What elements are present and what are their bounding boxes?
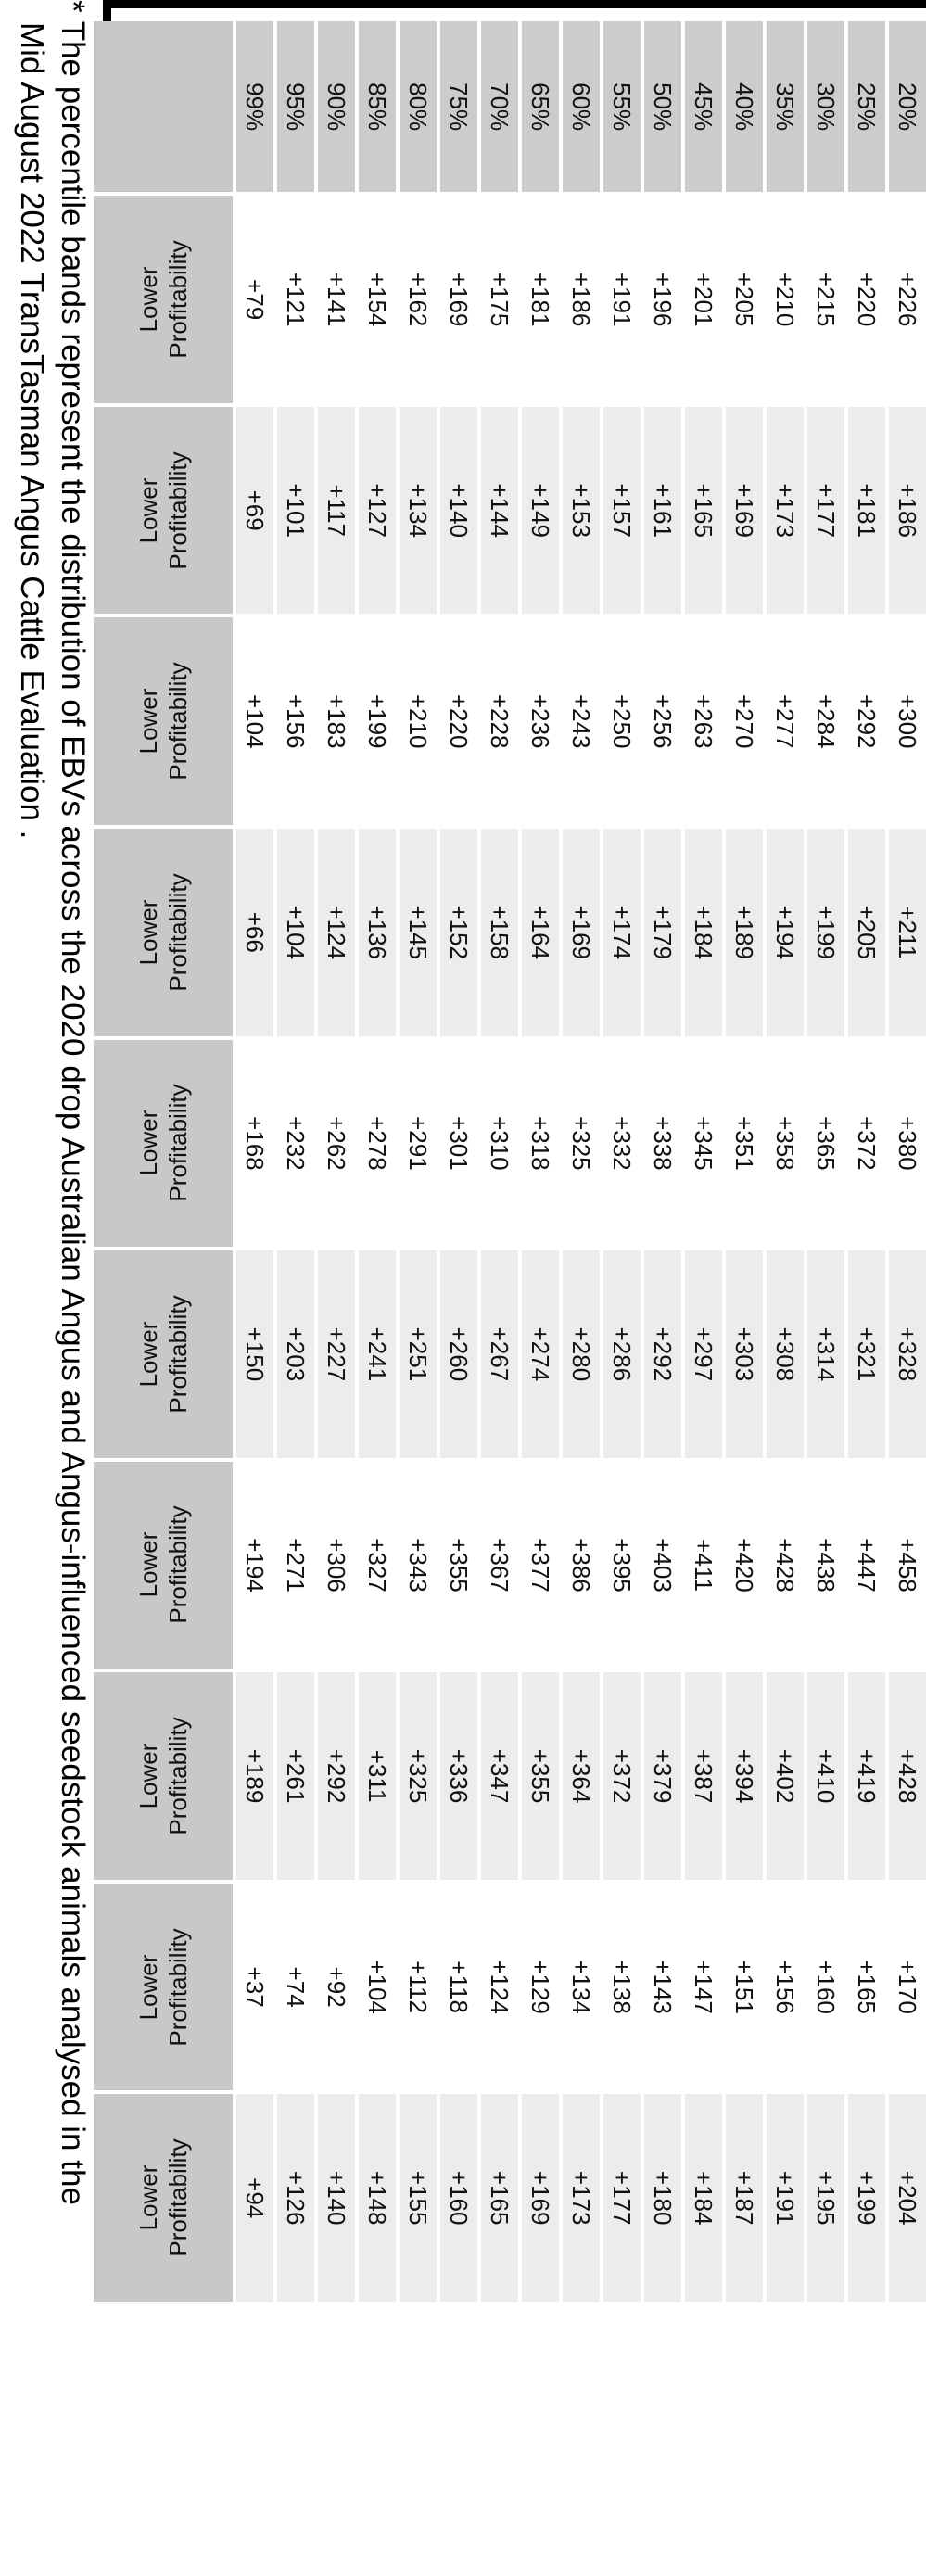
table-row <box>314 21 355 2305</box>
ebv-value-cell: +141 <box>314 196 355 407</box>
ebv-value-cell: +158 <box>477 829 518 1040</box>
ebv-value-cell: +241 <box>355 1250 396 1462</box>
ebv-value-cell: +261 <box>273 1672 314 1884</box>
ebv-value-cell: +271 <box>273 1462 314 1673</box>
ebv-value-cell: +420 <box>722 1462 763 1673</box>
ebv-value-cell: +210 <box>396 617 437 829</box>
table-row <box>763 21 804 2305</box>
ebv-value-cell: +447 <box>844 1462 885 1673</box>
percentile-band-cell: 50% <box>641 21 681 196</box>
ebv-value-cell: +179 <box>641 829 681 1040</box>
ebv-value-cell: +196 <box>641 196 681 407</box>
ebv-value-cell: +215 <box>804 196 844 407</box>
ebv-value-cell: +157 <box>600 407 641 618</box>
ebv-value-cell: +306 <box>314 1462 355 1673</box>
ebv-value-cell: +438 <box>804 1462 844 1673</box>
ebv-value-cell: +194 <box>763 829 804 1040</box>
ebv-value-cell: +181 <box>844 407 885 618</box>
ebv-value-cell: +121 <box>273 196 314 407</box>
ebv-value-cell: +380 <box>885 1040 926 1251</box>
ebv-value-cell: +165 <box>681 407 722 618</box>
ebv-value-cell: +314 <box>804 1250 844 1462</box>
ebv-value-cell: +428 <box>885 1672 926 1884</box>
ebv-value-cell: +138 <box>600 1884 641 2095</box>
ebv-value-cell: +186 <box>559 196 600 407</box>
percentile-band-cell: 55% <box>600 21 641 196</box>
ebv-value-cell: +367 <box>477 1462 518 1673</box>
ebv-value-cell: +169 <box>559 829 600 1040</box>
lower-profitability-label <box>90 1884 233 2095</box>
ebv-value-cell: +175 <box>477 196 518 407</box>
ebv-value-cell: +140 <box>437 407 477 618</box>
ebv-value-cell: +101 <box>273 407 314 618</box>
ebv-value-cell: +251 <box>396 1250 437 1462</box>
lower-profitability-text: Lower Profitability <box>134 1928 192 2047</box>
ebv-value-cell: +79 <box>233 196 273 407</box>
ebv-value-cell: +140 <box>314 2094 355 2305</box>
ebv-value-cell: +162 <box>396 196 437 407</box>
percentile-table <box>90 21 926 2305</box>
ebv-value-cell: +300 <box>885 617 926 829</box>
ebv-value-cell: +260 <box>437 1250 477 1462</box>
ebv-value-cell: +343 <box>396 1462 437 1673</box>
ebv-value-cell: +410 <box>804 1672 844 1884</box>
lower-profitability-label <box>90 1040 233 1251</box>
ebv-value-cell: +211 <box>885 829 926 1040</box>
ebv-value-cell: +355 <box>518 1672 559 1884</box>
table-row <box>355 21 396 2305</box>
ebv-value-cell: +124 <box>314 829 355 1040</box>
footnote-line-1: * The percentile bands represent the distribution of EBVs across the 2020 drop Australian Angus and Angus-influenced seedstock animals analysed in the <box>55 0 91 2205</box>
lower-profitability-text: Lower Profitability <box>134 1717 192 1835</box>
ebv-value-cell: +327 <box>355 1462 396 1673</box>
ebv-value-cell: +160 <box>804 1884 844 2095</box>
ebv-value-cell: +191 <box>763 2094 804 2305</box>
ebv-value-cell: +292 <box>844 617 885 829</box>
ebv-value-cell: +148 <box>355 2094 396 2305</box>
table-row <box>844 21 885 2305</box>
lower-profitability-text: Lower Profitability <box>134 873 192 992</box>
ebv-value-cell: +236 <box>518 617 559 829</box>
percentile-band-cell: 95% <box>273 21 314 196</box>
ebv-value-cell: +165 <box>477 2094 518 2305</box>
ebv-value-cell: +118 <box>437 1884 477 2095</box>
ebv-value-cell: +191 <box>600 196 641 407</box>
ebv-value-cell: +187 <box>722 2094 763 2305</box>
ebv-value-cell: +173 <box>559 2094 600 2305</box>
ebv-value-cell: +301 <box>437 1040 477 1251</box>
lower-profitability-text: Lower Profitability <box>134 451 192 570</box>
ebv-value-cell: +174 <box>600 829 641 1040</box>
ebv-value-cell: +177 <box>600 2094 641 2305</box>
percentile-band-cell: 70% <box>477 21 518 196</box>
ebv-value-cell: +328 <box>885 1250 926 1462</box>
footer-row <box>90 21 233 2305</box>
ebv-value-cell: +104 <box>233 617 273 829</box>
lower-profitability-label <box>90 617 233 829</box>
ebv-value-cell: +263 <box>681 617 722 829</box>
ebv-value-cell: +278 <box>355 1040 396 1251</box>
ebv-value-cell: +291 <box>396 1040 437 1251</box>
ebv-value-cell: +117 <box>314 407 355 618</box>
ebv-value-cell: +181 <box>518 196 559 407</box>
ebv-value-cell: +402 <box>763 1672 804 1884</box>
ebv-value-cell: +365 <box>804 1040 844 1251</box>
ebv-value-cell: +394 <box>722 1672 763 1884</box>
ebv-value-cell: +325 <box>396 1672 437 1884</box>
ebv-value-cell: +228 <box>477 617 518 829</box>
ebv-value-cell: +143 <box>641 1884 681 2095</box>
ebv-value-cell: +284 <box>804 617 844 829</box>
ebv-value-cell: +184 <box>681 2094 722 2305</box>
table-frame <box>103 0 926 2303</box>
ebv-value-cell: +74 <box>273 1884 314 2095</box>
ebv-value-cell: +386 <box>559 1462 600 1673</box>
percentile-band-cell: 40% <box>722 21 763 196</box>
ebv-value-cell: +458 <box>885 1462 926 1673</box>
lower-profitability-text: Lower Profitability <box>134 1505 192 1625</box>
table-row <box>518 21 559 2305</box>
ebv-value-cell: +152 <box>437 829 477 1040</box>
ebv-value-cell: +351 <box>722 1040 763 1251</box>
ebv-value-cell: +145 <box>396 829 437 1040</box>
ebv-value-cell: +210 <box>763 196 804 407</box>
ebv-value-cell: +194 <box>233 1462 273 1673</box>
ebv-value-cell: +355 <box>437 1462 477 1673</box>
ebv-value-cell: +195 <box>804 2094 844 2305</box>
ebv-value-cell: +201 <box>681 196 722 407</box>
ebv-value-cell: +332 <box>600 1040 641 1251</box>
ebv-value-cell: +156 <box>273 617 314 829</box>
table-row <box>600 21 641 2305</box>
ebv-value-cell: +292 <box>314 1672 355 1884</box>
ebv-value-cell: +144 <box>477 407 518 618</box>
lower-profitability-text: Lower Profitability <box>134 1084 192 1202</box>
ebv-value-cell: +150 <box>233 1250 273 1462</box>
footnote-line-2: Mid August 2022 TransTasman Angus Cattle Evaluation . <box>14 22 50 840</box>
ebv-value-cell: +220 <box>437 617 477 829</box>
lower-profitability-label <box>90 407 233 618</box>
ebv-value-cell: +372 <box>844 1040 885 1251</box>
ebv-value-cell: +37 <box>233 1884 273 2095</box>
table-row <box>437 21 477 2305</box>
ebv-value-cell: +310 <box>477 1040 518 1251</box>
ebv-value-cell: +69 <box>233 407 273 618</box>
percentile-band-cell: 30% <box>804 21 844 196</box>
ebv-value-cell: +104 <box>273 829 314 1040</box>
ebv-value-cell: +205 <box>722 196 763 407</box>
ebv-value-cell: +189 <box>233 1672 273 1884</box>
ebv-value-cell: +94 <box>233 2094 273 2305</box>
lower-profitability-text: Lower Profitability <box>134 240 192 359</box>
ebv-value-cell: +184 <box>681 829 722 1040</box>
ebv-value-cell: +419 <box>844 1672 885 1884</box>
ebv-value-cell: +136 <box>355 829 396 1040</box>
ebv-value-cell: +303 <box>722 1250 763 1462</box>
ebv-value-cell: +180 <box>641 2094 681 2305</box>
table-row <box>273 21 314 2305</box>
ebv-value-cell: +325 <box>559 1040 600 1251</box>
ebv-value-cell: +364 <box>559 1672 600 1884</box>
ebv-value-cell: +203 <box>273 1250 314 1462</box>
percentile-band-cell: 60% <box>559 21 600 196</box>
ebv-value-cell: +321 <box>844 1250 885 1462</box>
ebv-value-cell: +274 <box>518 1250 559 1462</box>
ebv-value-cell: +147 <box>681 1884 722 2095</box>
ebv-value-cell: +155 <box>396 2094 437 2305</box>
percentile-band-cell: 80% <box>396 21 437 196</box>
ebv-value-cell: +124 <box>477 1884 518 2095</box>
ebv-value-cell: +220 <box>844 196 885 407</box>
table-row <box>477 21 518 2305</box>
ebv-value-cell: +183 <box>314 617 355 829</box>
ebv-value-cell: +428 <box>763 1462 804 1673</box>
ebv-value-cell: +226 <box>885 196 926 407</box>
table-row <box>804 21 844 2305</box>
ebv-value-cell: +104 <box>355 1884 396 2095</box>
ebv-value-cell: +112 <box>396 1884 437 2095</box>
ebv-value-cell: +160 <box>437 2094 477 2305</box>
ebv-value-cell: +311 <box>355 1672 396 1884</box>
table-row <box>233 21 273 2305</box>
ebv-value-cell: +297 <box>681 1250 722 1462</box>
ebv-value-cell: +199 <box>844 2094 885 2305</box>
ebv-value-cell: +127 <box>355 407 396 618</box>
footer-blank-cell <box>90 21 233 196</box>
ebv-value-cell: +267 <box>477 1250 518 1462</box>
ebv-value-cell: +169 <box>437 196 477 407</box>
ebv-value-cell: +199 <box>804 829 844 1040</box>
table-row <box>722 21 763 2305</box>
lower-profitability-label <box>90 1462 233 1673</box>
ebv-value-cell: +379 <box>641 1672 681 1884</box>
lower-profitability-text: Lower Profitability <box>134 662 192 780</box>
ebv-value-cell: +186 <box>885 407 926 618</box>
table-row <box>641 21 681 2305</box>
ebv-value-cell: +126 <box>273 2094 314 2305</box>
percentile-table-body <box>90 21 926 2305</box>
ebv-value-cell: +318 <box>518 1040 559 1251</box>
lower-profitability-label <box>90 196 233 407</box>
ebv-value-cell: +173 <box>763 407 804 618</box>
table-row <box>681 21 722 2305</box>
ebv-value-cell: +277 <box>763 617 804 829</box>
footnote <box>11 0 93 2373</box>
ebv-value-cell: +149 <box>518 407 559 618</box>
ebv-value-cell: +280 <box>559 1250 600 1462</box>
ebv-value-cell: +92 <box>314 1884 355 2095</box>
ebv-value-cell: +169 <box>518 2094 559 2305</box>
ebv-value-cell: +395 <box>600 1462 641 1673</box>
ebv-value-cell: +66 <box>233 829 273 1040</box>
ebv-value-cell: +165 <box>844 1884 885 2095</box>
ebv-value-cell: +189 <box>722 829 763 1040</box>
percentile-band-cell: 75% <box>437 21 477 196</box>
ebv-value-cell: +199 <box>355 617 396 829</box>
ebv-value-cell: +156 <box>763 1884 804 2095</box>
ebv-value-cell: +170 <box>885 1884 926 2095</box>
ebv-value-cell: +250 <box>600 617 641 829</box>
ebv-value-cell: +377 <box>518 1462 559 1673</box>
lower-profitability-text: Lower Profitability <box>134 2138 192 2257</box>
table-row <box>559 21 600 2305</box>
lower-profitability-label <box>90 829 233 1040</box>
ebv-value-cell: +338 <box>641 1040 681 1251</box>
lower-profitability-label <box>90 1250 233 1462</box>
ebv-value-cell: +270 <box>722 617 763 829</box>
table-row <box>396 21 437 2305</box>
ebv-value-cell: +205 <box>844 829 885 1040</box>
ebv-value-cell: +411 <box>681 1462 722 1673</box>
ebv-value-cell: +372 <box>600 1672 641 1884</box>
lower-profitability-label <box>90 2094 233 2305</box>
percentile-band-cell: 85% <box>355 21 396 196</box>
ebv-value-cell: +204 <box>885 2094 926 2305</box>
ebv-value-cell: +308 <box>763 1250 804 1462</box>
ebv-value-cell: +292 <box>641 1250 681 1462</box>
ebv-value-cell: +161 <box>641 407 681 618</box>
ebv-value-cell: +403 <box>641 1462 681 1673</box>
ebv-value-cell: +347 <box>477 1672 518 1884</box>
percentile-band-cell: 35% <box>763 21 804 196</box>
ebv-value-cell: +134 <box>559 1884 600 2095</box>
ebv-value-cell: +153 <box>559 407 600 618</box>
ebv-value-cell: +227 <box>314 1250 355 1462</box>
ebv-value-cell: +169 <box>722 407 763 618</box>
ebv-value-cell: +232 <box>273 1040 314 1251</box>
ebv-value-cell: +151 <box>722 1884 763 2095</box>
lower-profitability-label <box>90 1672 233 1884</box>
ebv-value-cell: +256 <box>641 617 681 829</box>
ebv-value-cell: +358 <box>763 1040 804 1251</box>
percentile-band-cell: 65% <box>518 21 559 196</box>
table-row <box>885 21 926 2305</box>
ebv-value-cell: +154 <box>355 196 396 407</box>
ebv-value-cell: +164 <box>518 829 559 1040</box>
ebv-value-cell: +177 <box>804 407 844 618</box>
ebv-value-cell: +387 <box>681 1672 722 1884</box>
ebv-value-cell: +243 <box>559 617 600 829</box>
ebv-value-cell: +134 <box>396 407 437 618</box>
ebv-value-cell: +262 <box>314 1040 355 1251</box>
percentile-band-cell: 45% <box>681 21 722 196</box>
ebv-value-cell: +286 <box>600 1250 641 1462</box>
lower-profitability-text: Lower Profitability <box>134 1295 192 1414</box>
ebv-value-cell: +345 <box>681 1040 722 1251</box>
percentile-band-cell: 20% <box>885 21 926 196</box>
ebv-value-cell: +129 <box>518 1884 559 2095</box>
ebv-value-cell: +168 <box>233 1040 273 1251</box>
ebv-value-cell: +336 <box>437 1672 477 1884</box>
percentile-band-cell: 99% <box>233 21 273 196</box>
percentile-band-cell: 25% <box>844 21 885 196</box>
percentile-band-cell: 90% <box>314 21 355 196</box>
